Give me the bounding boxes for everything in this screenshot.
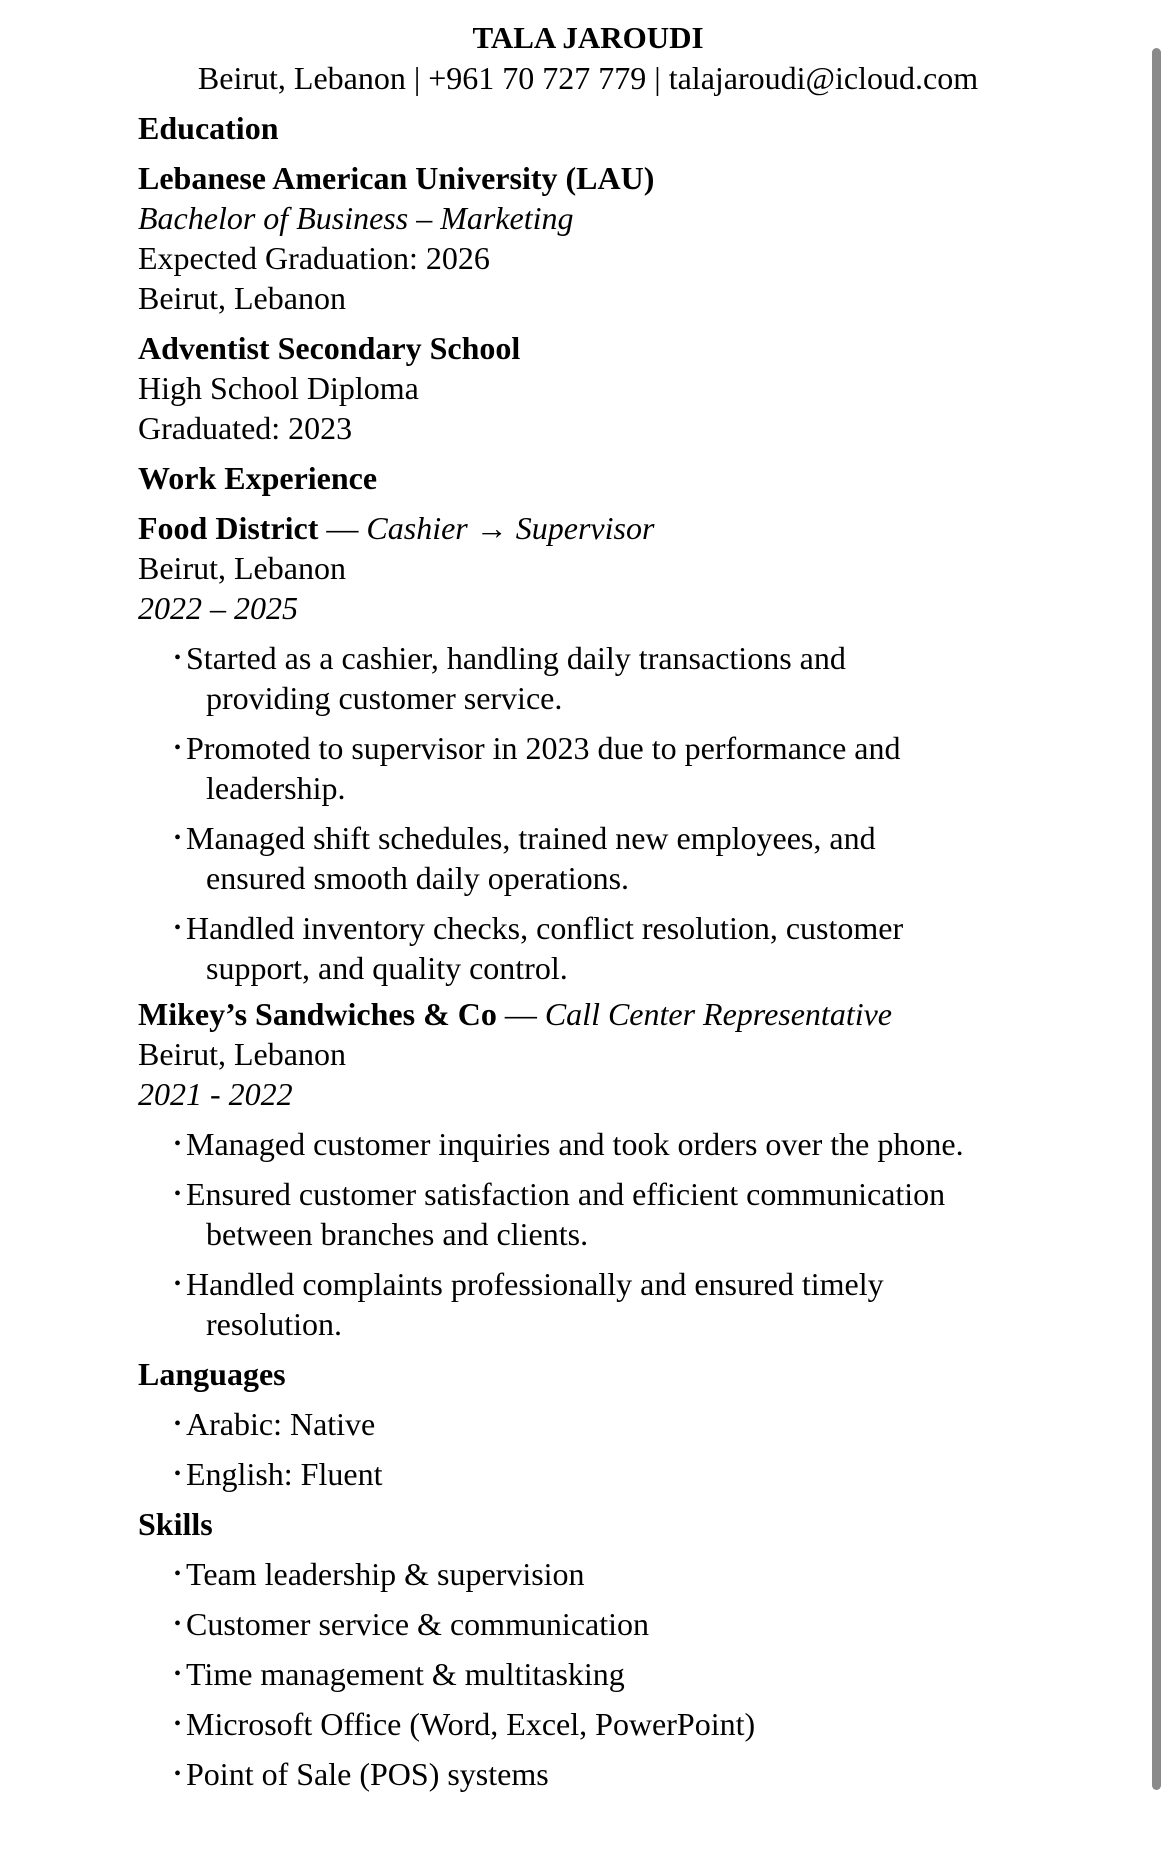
job-role: Cashier → Supervisor — [366, 510, 655, 546]
bullet-text-continued: ensured smooth daily operations. — [206, 860, 630, 896]
bullet-item — [138, 728, 966, 808]
bullet-text-continued: providing customer service. — [206, 680, 563, 716]
bullet-icon: • — [174, 1563, 182, 1585]
bullet-icon: • — [174, 1713, 182, 1735]
language-item — [138, 1404, 966, 1444]
company-name: Food District — [138, 510, 319, 546]
job-title-line — [138, 994, 1038, 1034]
bullet-text: Managed shift schedules, trained new employees, and — [186, 820, 876, 856]
bullet-item — [138, 1124, 1086, 1164]
bullet-icon: • — [174, 737, 182, 759]
bullet-text: Handled inventory checks, conflict resolution, customer — [186, 910, 904, 946]
bullet-text-continued: resolution. — [206, 1306, 342, 1342]
job-dates: 2021 - 2022 — [138, 1076, 293, 1112]
education-entry-lau — [138, 158, 1038, 318]
bullet-text: Promoted to supervisor in 2023 due to performance and — [186, 730, 901, 766]
education-entry-adventist — [138, 328, 1038, 448]
languages-heading: Languages — [138, 1356, 286, 1392]
bullet-item — [138, 1174, 966, 1254]
job-title-line — [138, 508, 1038, 548]
bullet-icon: • — [174, 1413, 182, 1435]
institution-name: Adventist Secondary School — [138, 330, 521, 366]
resume-page — [138, 18, 1038, 1794]
skill-item — [138, 1554, 966, 1594]
company-name: Mikey’s Sandwiches & Co — [138, 996, 497, 1032]
bullet-icon: • — [174, 1613, 182, 1635]
degree: High School Diploma — [138, 370, 419, 406]
location: Beirut, Lebanon — [138, 1036, 346, 1072]
bullet-text-continued: leadership. — [206, 770, 346, 806]
location: Beirut, Lebanon — [138, 280, 346, 316]
job-bullets — [138, 638, 1038, 988]
skill-item — [138, 1704, 966, 1744]
bullet-item — [138, 1264, 966, 1344]
skill-text: Point of Sale (POS) systems — [186, 1756, 549, 1792]
bullet-icon: • — [174, 827, 182, 849]
bullet-text: Started as a cashier, handling daily transactions and — [186, 640, 846, 676]
bullet-item — [138, 908, 966, 988]
education-heading: Education — [138, 110, 279, 146]
bullet-text: Handled complaints professionally and ensured timely — [186, 1266, 884, 1302]
bullet-icon: • — [174, 647, 182, 669]
separator: — — [326, 510, 359, 546]
bullet-icon: • — [174, 1183, 182, 1205]
work-entry-mikeys — [138, 994, 1038, 1344]
skill-item — [138, 1654, 966, 1694]
languages-list — [138, 1404, 1038, 1494]
bullet-text: Ensured customer satisfaction and efficient communication — [186, 1176, 946, 1212]
degree: Bachelor of Business – Marketing — [138, 200, 574, 236]
bullet-icon: • — [174, 1273, 182, 1295]
skill-text: Microsoft Office (Word, Excel, PowerPoint) — [186, 1706, 756, 1742]
separator: — — [504, 996, 537, 1032]
language-text: Arabic: Native — [186, 1406, 376, 1442]
vertical-scrollbar[interactable] — [1152, 48, 1161, 1790]
bullet-text: Managed customer inquiries and took orders over the phone. — [186, 1126, 964, 1162]
bullet-icon: • — [174, 1133, 182, 1155]
graduation-date: Graduated: 2023 — [138, 410, 353, 446]
bullet-icon: • — [174, 917, 182, 939]
bullet-icon: • — [174, 1763, 182, 1785]
institution-name: Lebanese American University (LAU) — [138, 160, 655, 196]
resume-name: TALA JAROUDI — [472, 20, 704, 55]
job-bullets — [138, 1124, 1038, 1344]
bullet-icon: • — [174, 1463, 182, 1485]
skills-heading: Skills — [138, 1506, 213, 1542]
location: Beirut, Lebanon — [138, 550, 346, 586]
work-experience-heading: Work Experience — [138, 460, 378, 496]
language-text: English: Fluent — [186, 1456, 383, 1492]
job-dates: 2022 – 2025 — [138, 590, 298, 626]
contact-line: Beirut, Lebanon | +961 70 727 779 | talajaroudi@icloud.com — [197, 60, 979, 96]
work-entry-food-district — [138, 508, 1038, 988]
skill-text: Time management & multitasking — [186, 1656, 625, 1692]
language-item — [138, 1454, 966, 1494]
graduation-date: Expected Graduation: 2026 — [138, 240, 490, 276]
skill-item — [138, 1754, 966, 1794]
skill-item — [138, 1604, 966, 1644]
bullet-item — [138, 818, 966, 898]
bullet-text-continued: support, and quality control. — [206, 950, 568, 986]
bullet-text-continued: between branches and clients. — [206, 1216, 589, 1252]
bullet-item — [138, 638, 966, 718]
job-role: Call Center Representative — [544, 996, 892, 1032]
skills-list — [138, 1554, 1038, 1794]
skill-text: Customer service & communication — [186, 1606, 649, 1642]
bullet-icon: • — [174, 1663, 182, 1685]
skill-text: Team leadership & supervision — [186, 1556, 585, 1592]
